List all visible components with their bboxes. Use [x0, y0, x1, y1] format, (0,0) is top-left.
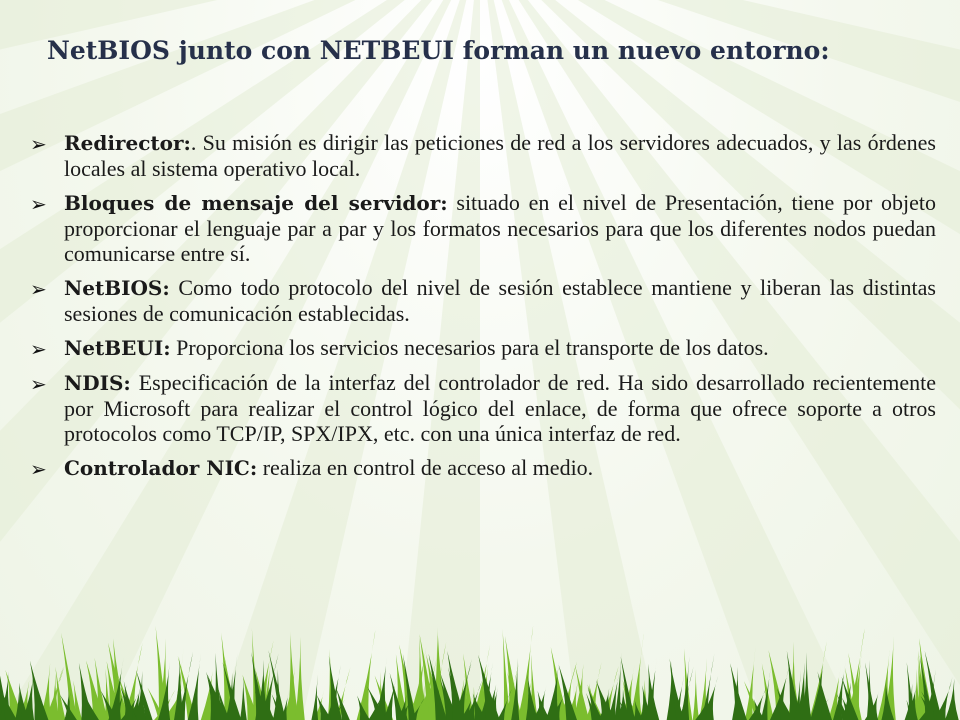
grass-blade — [174, 657, 184, 720]
bullet-term: Redirector: — [64, 131, 191, 155]
grass-blade — [240, 676, 247, 720]
grass-blade — [945, 679, 959, 720]
bullet-text: Proporciona los servicios necesarios para el transporte de los datos. — [170, 335, 769, 360]
bullet-text: Como todo protocolo del nivel de sesión establece mantiene y liberan las distintas sesiones de comunicación establecidas. — [64, 275, 936, 326]
bullet-item-ndis — [30, 370, 936, 446]
grass-border — [0, 590, 960, 720]
grass-blade — [357, 630, 376, 720]
arrow-bullet-icon: ➢ — [30, 277, 47, 301]
bullet-item-redirector — [30, 130, 936, 181]
grass-blade — [311, 674, 318, 720]
bullet-term: NetBEUI: — [64, 336, 171, 360]
arrow-bullet-icon: ➢ — [30, 132, 47, 156]
arrow-bullet-icon: ➢ — [30, 192, 47, 216]
arrow-bullet-icon: ➢ — [30, 337, 47, 361]
grass-blade — [732, 667, 742, 720]
bullet-item-bloques — [30, 190, 936, 266]
slide-title: NetBIOS junto con NETBEUI forman un nuevo entorno: — [47, 36, 830, 65]
grass-blade — [693, 669, 699, 720]
bullet-term: NetBIOS: — [64, 276, 170, 300]
bullet-text: situado en el nivel de Presentación, tiene por objeto proporcionar el lenguaje par a par y los formatos necesarios para que los diferentes nodos puedan comunicarse entre sí. — [64, 190, 937, 266]
arrow-bullet-icon: ➢ — [30, 457, 47, 481]
bullet-text: Especificación de la interfaz del controlador de red. Ha sido desarrollado recientemente por Microsoft para realizar el control lógico del enlace, de forma que ofrece soporte a otros protocolos como TCP/IP, SPX/IPX, etc. con una única interfaz de red. — [64, 370, 936, 446]
bullet-list — [30, 130, 936, 490]
bullet-term: Bloques de mensaje del servidor: — [64, 191, 448, 215]
grass-blade — [295, 637, 305, 720]
bullet-term: NDIS: — [64, 371, 131, 395]
bullet-term: Controlador NIC: — [64, 456, 258, 480]
bullet-item-netbeui — [30, 335, 936, 361]
bullet-item-controlador-nic — [30, 455, 936, 481]
bullet-text: realiza en control de acceso al medio. — [257, 455, 594, 480]
bullet-item-netbios — [30, 275, 936, 326]
arrow-bullet-icon: ➢ — [30, 372, 47, 396]
bullet-text: . Su misión es dirigir las peticiones de red a los servidores adecuados, y las órdenes locales al sistema operativo local. — [64, 130, 936, 181]
